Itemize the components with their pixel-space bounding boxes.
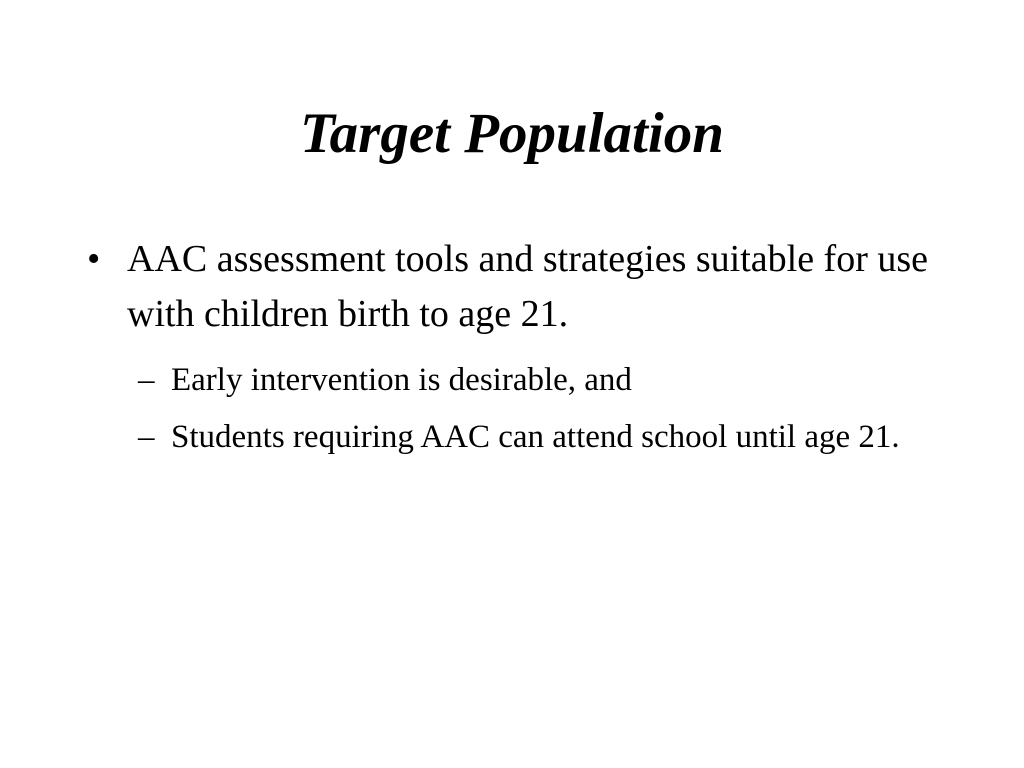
- sub-bullet-text: Early intervention is desirable, and: [171, 362, 632, 398]
- slide-body: [80, 232, 960, 471]
- sub-bullet-list: [80, 357, 960, 461]
- sub-bullet-marker: –: [138, 362, 155, 398]
- sub-bullet-item: [80, 357, 960, 404]
- sub-bullet-marker: –: [138, 419, 155, 455]
- slide-title: Target Population: [300, 102, 724, 165]
- bullet-marker: •: [87, 238, 101, 280]
- bullet-text: AAC assessment tools and strategies suitable for use with children birth to age 21.: [127, 238, 929, 335]
- sub-bullet-item: [80, 414, 960, 461]
- bullet-item: [80, 232, 960, 342]
- sub-bullet-text: Students requiring AAC can attend school until age 21.: [171, 419, 900, 455]
